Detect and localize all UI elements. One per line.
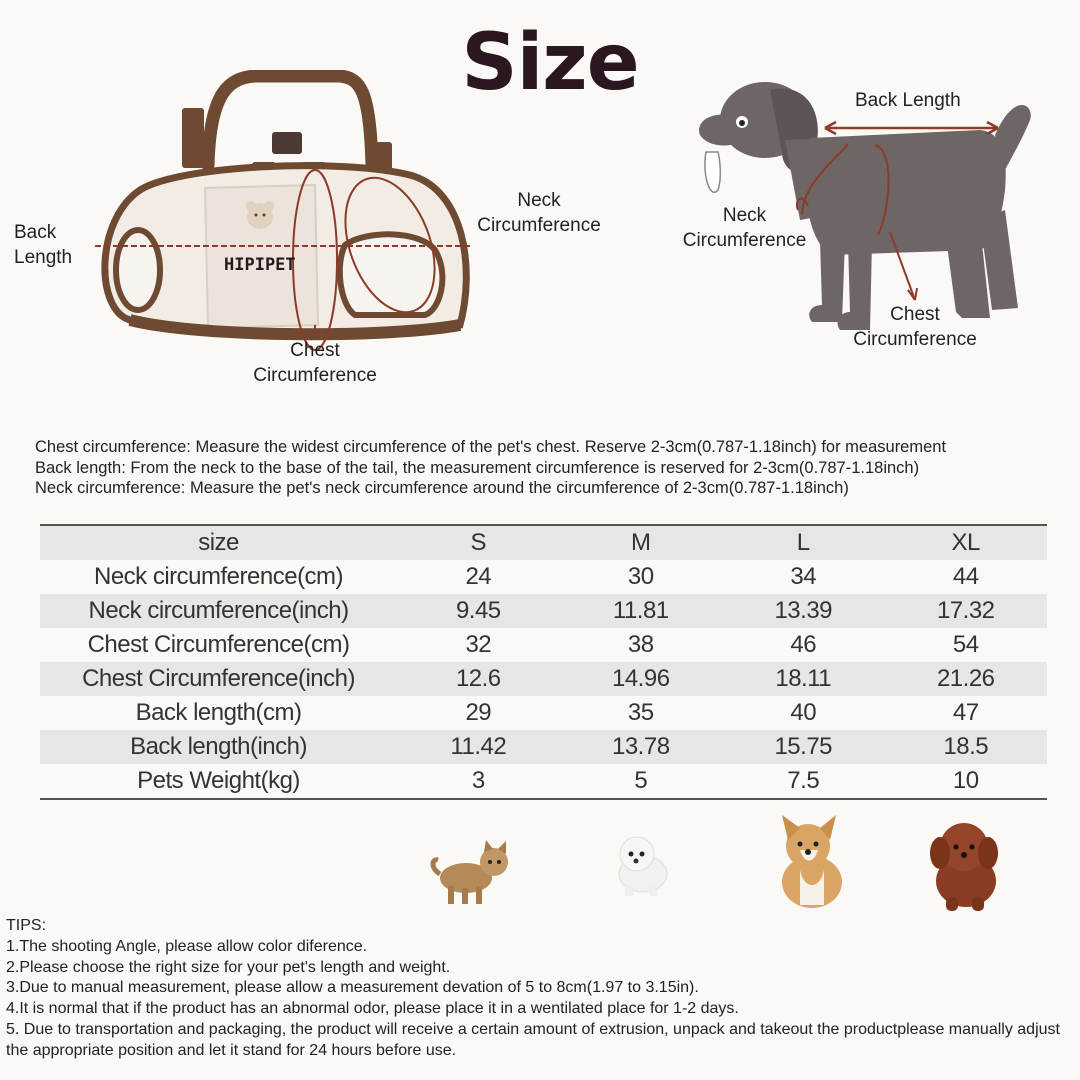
- table-cell: 11.42: [397, 730, 559, 764]
- table-cell: 30: [627, 563, 654, 590]
- carrier-brand: HIPIPET: [224, 255, 296, 275]
- table-row: [40, 662, 1047, 696]
- table-cell: 35: [627, 699, 654, 726]
- table-cell: 44: [952, 563, 979, 590]
- tip-item: 4.It is normal that if the product has an abnormal odor, please place it in a wentilated place for 1-2 days.: [6, 1000, 739, 1018]
- dog-chest-label: Chest Circumference: [853, 304, 977, 350]
- table-cell: 29: [465, 699, 492, 726]
- measurement-descriptions: [35, 437, 1075, 499]
- table-row: [40, 730, 1047, 764]
- dog-back-length-label: Back Length: [855, 90, 961, 111]
- table-cell: 47: [952, 699, 979, 726]
- table-cell: 11.81: [560, 594, 722, 628]
- table-cell: Neck circumference(cm): [94, 563, 344, 590]
- size-chart-table: [40, 524, 1047, 800]
- tip-item: 5. Due to transportation and packaging, the product will receive a certain amount of extrusion, unpack and takeout the productplease manually adjust the appropriate position and let it stand for 24 hours before use.: [6, 1020, 1060, 1059]
- kitten-icon: [428, 838, 518, 908]
- corgi-icon: [770, 810, 850, 915]
- table-row: [40, 594, 1047, 628]
- table-cell: Back length(cm): [135, 699, 302, 726]
- table-header: M: [560, 525, 722, 560]
- strap-tab-icon: [182, 108, 204, 168]
- table-cell: 14.96: [560, 662, 722, 696]
- tips-heading: TIPS:: [6, 917, 47, 934]
- table-cell: Chest Circumference(inch): [40, 662, 397, 696]
- chest-description: Chest circumference: Measure the widest circumference of the pet's chest. Reserve 2-3cm(0.787-1.18inch) for measurement: [35, 438, 947, 456]
- table-cell: 54: [952, 631, 979, 658]
- page-title: Size: [461, 18, 639, 108]
- carrier-chest-label: Chest Circumference: [253, 340, 377, 386]
- table-row: [40, 560, 1047, 594]
- carrier-neck-label: Neck Circumference: [477, 190, 601, 236]
- table-cell: 17.32: [884, 594, 1047, 628]
- table-cell: 12.6: [397, 662, 559, 696]
- table-cell: 38: [627, 631, 654, 658]
- table-cell: Neck circumference(inch): [40, 594, 397, 628]
- table-cell: 3: [471, 767, 485, 794]
- table-header: size: [40, 525, 397, 560]
- poodle-icon: [922, 815, 1007, 915]
- tip-item: 3.Due to manual measurement, please allow a measurement devation of 5 to 8cm(1.97 to 3.15in).: [6, 979, 699, 997]
- table-cell: Back length(inch): [40, 730, 397, 764]
- table-cell: Chest Circumference(cm): [87, 631, 350, 658]
- table-cell: 13.39: [722, 594, 884, 628]
- table-row: [40, 764, 1047, 799]
- pet-carrier-illustration: [90, 70, 490, 370]
- table-cell: 18.5: [884, 730, 1047, 764]
- neck-description: Neck circumference: Measure the pet's neck circumference around the circumference of 2-3cm(0.787-1.18inch): [35, 479, 849, 497]
- table-cell: 18.11: [722, 662, 884, 696]
- table-row: [40, 696, 1047, 730]
- tip-item: 2.Please choose the right size for your pet's length and weight.: [6, 958, 451, 976]
- table-cell: 40: [790, 699, 817, 726]
- table-cell: 13.78: [560, 730, 722, 764]
- table-header: XL: [884, 525, 1047, 560]
- table-cell: Pets Weight(kg): [137, 767, 300, 794]
- table-cell: 21.26: [884, 662, 1047, 696]
- table-cell: 7.5: [787, 767, 820, 794]
- table-header: S: [397, 525, 559, 560]
- white-puppy-icon: [605, 830, 675, 900]
- table-cell: 15.75: [722, 730, 884, 764]
- carrier-back-length-label: Back Length: [14, 222, 73, 268]
- table-cell: 9.45: [397, 594, 559, 628]
- table-header: L: [722, 525, 884, 560]
- table-cell: 46: [790, 631, 817, 658]
- table-cell: 24: [465, 563, 492, 590]
- table-cell: 32: [465, 631, 492, 658]
- table-cell: 10: [952, 767, 979, 794]
- table-header-row: [40, 525, 1047, 560]
- tip-item: 1.The shooting Angle, please allow color diference.: [6, 937, 368, 955]
- table-row: [40, 628, 1047, 662]
- back-length-description: Back length: From the neck to the base of the tail, the measurement circumference is reserved for 2-3cm(0.787-1.18inch): [35, 458, 920, 477]
- table-cell: 34: [790, 563, 817, 590]
- table-cell: 5: [634, 767, 648, 794]
- dog-tongue: [705, 152, 720, 192]
- dog-neck-label: Neck Circumference: [682, 205, 807, 251]
- tips-section: [6, 916, 1080, 1062]
